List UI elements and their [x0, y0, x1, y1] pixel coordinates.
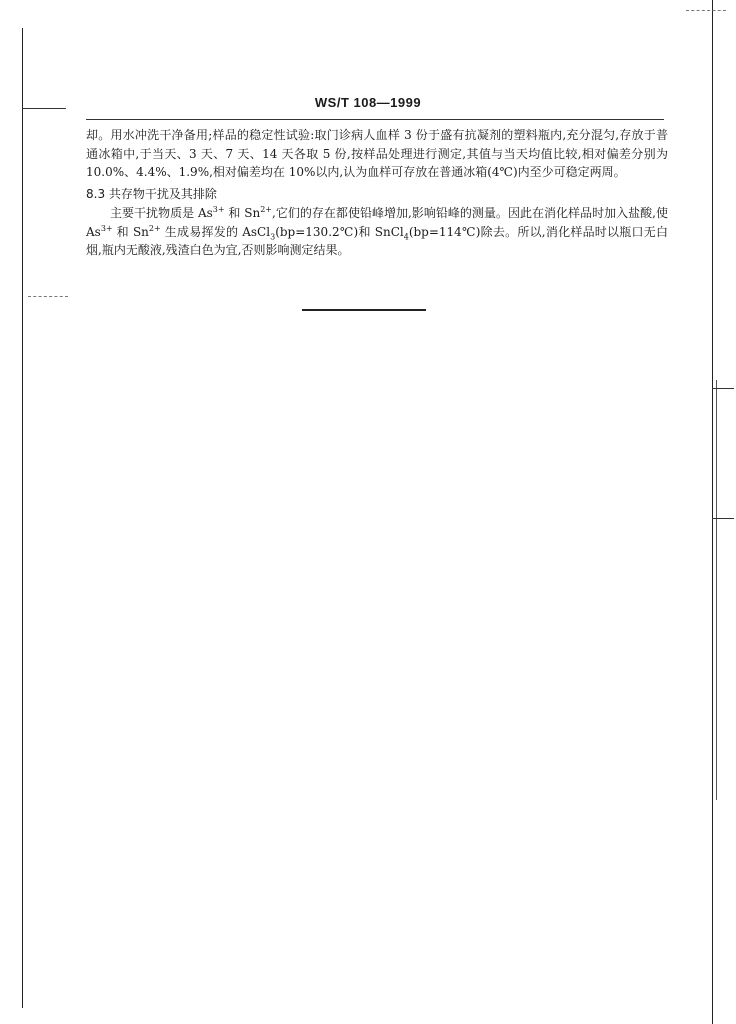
scan-edge-line-left	[22, 28, 23, 1008]
text-run: ,它们的存在都使铅峰增加,影响铅峰的测量。因此在消化样品时加入盐酸,使 As	[86, 206, 669, 239]
text-run: (bp=114℃)除去。所以,消化样品时以瓶口无白烟,瓶内无酸液,残渣白色为宜,否则影响测定结果。	[86, 224, 668, 257]
paragraph-interference	[86, 204, 668, 260]
section-heading-8-3: 8.3 共存物干扰及其排除	[86, 186, 217, 201]
text-run: 和 Sn	[224, 206, 261, 220]
scan-edge-line-far-right	[716, 380, 717, 800]
end-of-document-rule	[302, 309, 426, 311]
text-run: 和 Sn	[112, 224, 149, 239]
superscript: 3+	[212, 205, 225, 214]
text-run: (bp=130.2℃)和 SnCl	[275, 224, 404, 239]
superscript: 2+	[260, 205, 273, 214]
standard-code: WS/T 108—1999	[314, 95, 422, 110]
scan-mark-right-2	[712, 518, 734, 519]
subscript: 3	[270, 231, 276, 241]
superscript: 3+	[100, 223, 113, 233]
text-run: 主要干扰物质是 As	[110, 206, 213, 220]
paragraph-continuation: 却。用水冲洗干净备用;样品的稳定性试验:取门诊病人血样 3 份于盛有抗凝剂的塑料瓶内,充分混匀,存放于普通冰箱中,于当天、3 天、7 天、14 天各取 5 份,按样品处理进行测定,其值与当天均值比较,相对偏差分别为 10.0%、4.4%、1.9%,相对偏差均在 10%以内,认为血样可存放在普通冰箱(4℃)内至少可稳定两周。	[86, 128, 668, 179]
header-rule	[86, 119, 664, 120]
subscript: 4	[403, 231, 409, 241]
body-text	[86, 126, 668, 260]
scan-edge-line-right	[712, 0, 713, 1024]
scan-dash-left	[28, 296, 68, 297]
scan-dash-right	[686, 10, 726, 11]
scan-mark-right-1	[712, 388, 734, 389]
superscript: 2+	[148, 223, 161, 233]
text-run: 生成易挥发的 AsCl	[160, 224, 271, 239]
